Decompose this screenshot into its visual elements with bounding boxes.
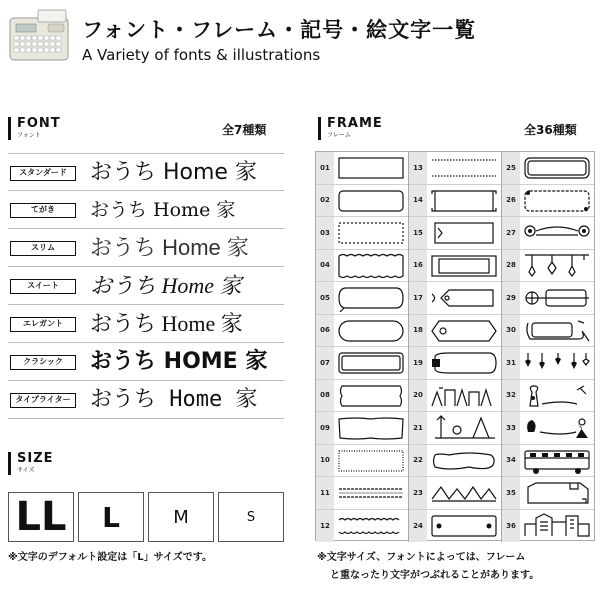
- frame-illustration: [336, 479, 406, 507]
- frame-illustration: [429, 414, 499, 442]
- frame-illustration: [336, 382, 406, 410]
- frame-cell: [502, 185, 594, 218]
- font-sample: おうち Home 家: [90, 199, 236, 221]
- frame-number: 21: [409, 412, 427, 444]
- frame-heading-ja: フレーム: [327, 132, 351, 139]
- frame-cell: [316, 185, 408, 218]
- frame-number: 34: [502, 445, 520, 477]
- frame-illustration: [522, 414, 592, 442]
- frame-cell: [502, 445, 594, 478]
- frame-number: 24: [409, 510, 427, 543]
- frame-number: 16: [409, 250, 427, 282]
- frame-cell: [502, 282, 594, 315]
- size-option-l: L: [78, 492, 144, 542]
- frame-number: 15: [409, 217, 427, 249]
- frame-illustration: [522, 284, 592, 312]
- frame-cell: [502, 217, 594, 250]
- frame-cell: [316, 477, 408, 510]
- font-row: [8, 229, 284, 267]
- frame-number: 10: [316, 445, 334, 477]
- frame-illustration: [336, 349, 406, 377]
- size-note: ※文字のデフォルト設定は「L」サイズです。: [8, 552, 212, 563]
- frame-column: [409, 152, 502, 542]
- frame-cell: [502, 477, 594, 510]
- size-heading-en: SIZE: [17, 451, 54, 466]
- font-name-tag: てがき: [10, 203, 76, 218]
- font-row: [8, 191, 284, 229]
- frame-cell: [316, 412, 408, 445]
- frame-illustration: [429, 479, 499, 507]
- frame-illustration: [429, 512, 499, 540]
- font-count: 全7種類: [222, 123, 267, 137]
- frame-cell: [316, 380, 408, 413]
- frame-illustration: [522, 479, 592, 507]
- frame-illustration: [336, 512, 406, 540]
- frame-illustration: [336, 317, 406, 345]
- frame-cell: [409, 250, 501, 283]
- font-row: [8, 153, 284, 191]
- frame-number: 22: [409, 445, 427, 477]
- frame-note-line2: と重なったり文字がつぶれることがあります。: [330, 570, 540, 581]
- frame-cell: [502, 250, 594, 283]
- size-option-ll: LL: [8, 492, 74, 542]
- frame-cell: [409, 185, 501, 218]
- frame-illustration: [336, 447, 406, 475]
- frame-number: 29: [502, 282, 520, 314]
- frame-illustration: [522, 447, 592, 475]
- font-row: [8, 267, 284, 305]
- frame-cell: [409, 217, 501, 250]
- frame-number: 26: [502, 185, 520, 217]
- frame-illustration: [429, 219, 499, 247]
- frame-number: 20: [409, 380, 427, 412]
- frame-cell: [316, 282, 408, 315]
- frame-cell: [502, 152, 594, 185]
- font-sample: おうち Home 家: [90, 387, 258, 412]
- frame-cell: [409, 315, 501, 348]
- frame-cell: [502, 347, 594, 380]
- frame-illustration: [522, 154, 592, 182]
- frame-cell: [502, 412, 594, 445]
- frame-number: 17: [409, 282, 427, 314]
- frame-number: 25: [502, 152, 520, 184]
- frame-cell: [502, 510, 594, 543]
- header: [0, 0, 600, 80]
- font-name-tag: スタンダード: [10, 166, 76, 181]
- frame-cell: [409, 412, 501, 445]
- size-option-m: M: [148, 492, 214, 542]
- frame-number: 36: [502, 510, 520, 543]
- frame-cell: [409, 152, 501, 185]
- frame-cell: [502, 380, 594, 413]
- frame-cell: [316, 347, 408, 380]
- frame-number: 09: [316, 412, 334, 444]
- frame-illustration: [429, 154, 499, 182]
- font-heading-en: FONT: [17, 116, 61, 131]
- frame-illustration: [522, 252, 592, 280]
- frame-cell: [316, 445, 408, 478]
- frame-number: 03: [316, 217, 334, 249]
- frame-count: 全36種類: [524, 123, 577, 137]
- frame-column: [502, 152, 595, 542]
- frame-illustration: [522, 317, 592, 345]
- frame-cell: [316, 315, 408, 348]
- font-sample: おうち Home 家: [90, 160, 257, 185]
- font-row: [8, 381, 284, 419]
- font-sample: おうち Home 家: [90, 273, 242, 298]
- frame-number: 35: [502, 477, 520, 509]
- font-name-tag: クラシック: [10, 355, 76, 370]
- page-title: フォント・フレーム・記号・絵文字一覧: [82, 18, 477, 42]
- label-printer-icon: [8, 8, 70, 64]
- frame-illustration: [429, 187, 499, 215]
- frame-cell: [409, 510, 501, 543]
- font-section-heading: [8, 117, 61, 140]
- frame-section-heading: [318, 117, 383, 140]
- frame-number: 14: [409, 185, 427, 217]
- frame-number: 33: [502, 412, 520, 444]
- font-sample: おうち Home 家: [90, 235, 249, 260]
- frame-note-line1: ※文字サイズ、フォントによっては、フレーム: [317, 552, 526, 563]
- frame-cell: [316, 152, 408, 185]
- frame-heading-en: FRAME: [327, 116, 383, 131]
- frame-number: 31: [502, 347, 520, 379]
- frame-number: 32: [502, 380, 520, 412]
- frame-illustration: [429, 382, 499, 410]
- frame-number: 01: [316, 152, 334, 184]
- frame-illustration: [522, 219, 592, 247]
- font-sample: おうち Home 家: [90, 311, 243, 336]
- font-row: [8, 305, 284, 343]
- frame-number: 18: [409, 315, 427, 347]
- frame-cell: [316, 217, 408, 250]
- frame-cell: [502, 315, 594, 348]
- frame-cell: [409, 477, 501, 510]
- size-section-heading: [8, 452, 54, 475]
- frame-number: 19: [409, 347, 427, 379]
- frame-number: 06: [316, 315, 334, 347]
- font-name-tag: タイプライター: [10, 393, 76, 408]
- frame-cell: [316, 510, 408, 543]
- frame-grid: [315, 151, 595, 541]
- frame-illustration: [429, 317, 499, 345]
- frame-cell: [409, 347, 501, 380]
- frame-cell: [409, 282, 501, 315]
- frame-number: 23: [409, 477, 427, 509]
- font-name-tag: スリム: [10, 241, 76, 256]
- frame-number: 12: [316, 510, 334, 543]
- font-sample: おうち HOME 家: [90, 349, 268, 374]
- size-heading-ja: サイズ: [17, 467, 35, 474]
- frame-number: 08: [316, 380, 334, 412]
- frame-column: [316, 152, 409, 542]
- frame-cell: [409, 445, 501, 478]
- frame-number: 30: [502, 315, 520, 347]
- frame-illustration: [522, 187, 592, 215]
- frame-illustration: [522, 512, 592, 540]
- frame-illustration: [429, 447, 499, 475]
- frame-illustration: [336, 284, 406, 312]
- frame-cell: [409, 380, 501, 413]
- frame-illustration: [522, 349, 592, 377]
- frame-number: 27: [502, 217, 520, 249]
- frame-number: 28: [502, 250, 520, 282]
- frame-cell: [316, 250, 408, 283]
- font-row: [8, 343, 284, 381]
- frame-illustration: [429, 284, 499, 312]
- font-name-tag: スイート: [10, 279, 76, 294]
- frame-number: 05: [316, 282, 334, 314]
- frame-number: 07: [316, 347, 334, 379]
- frame-number: 13: [409, 152, 427, 184]
- frame-illustration: [336, 187, 406, 215]
- frame-illustration: [336, 154, 406, 182]
- page-subtitle: A Variety of fonts & illustrations: [82, 46, 321, 64]
- frame-number: 02: [316, 185, 334, 217]
- frame-illustration: [336, 414, 406, 442]
- frame-number: 11: [316, 477, 334, 509]
- frame-illustration: [429, 349, 499, 377]
- font-name-tag: エレガント: [10, 317, 76, 332]
- font-heading-ja: フォント: [17, 132, 41, 139]
- frame-number: 04: [316, 250, 334, 282]
- frame-illustration: [336, 252, 406, 280]
- size-option-s: S: [218, 492, 284, 542]
- frame-illustration: [522, 382, 592, 410]
- frame-illustration: [336, 219, 406, 247]
- frame-illustration: [429, 252, 499, 280]
